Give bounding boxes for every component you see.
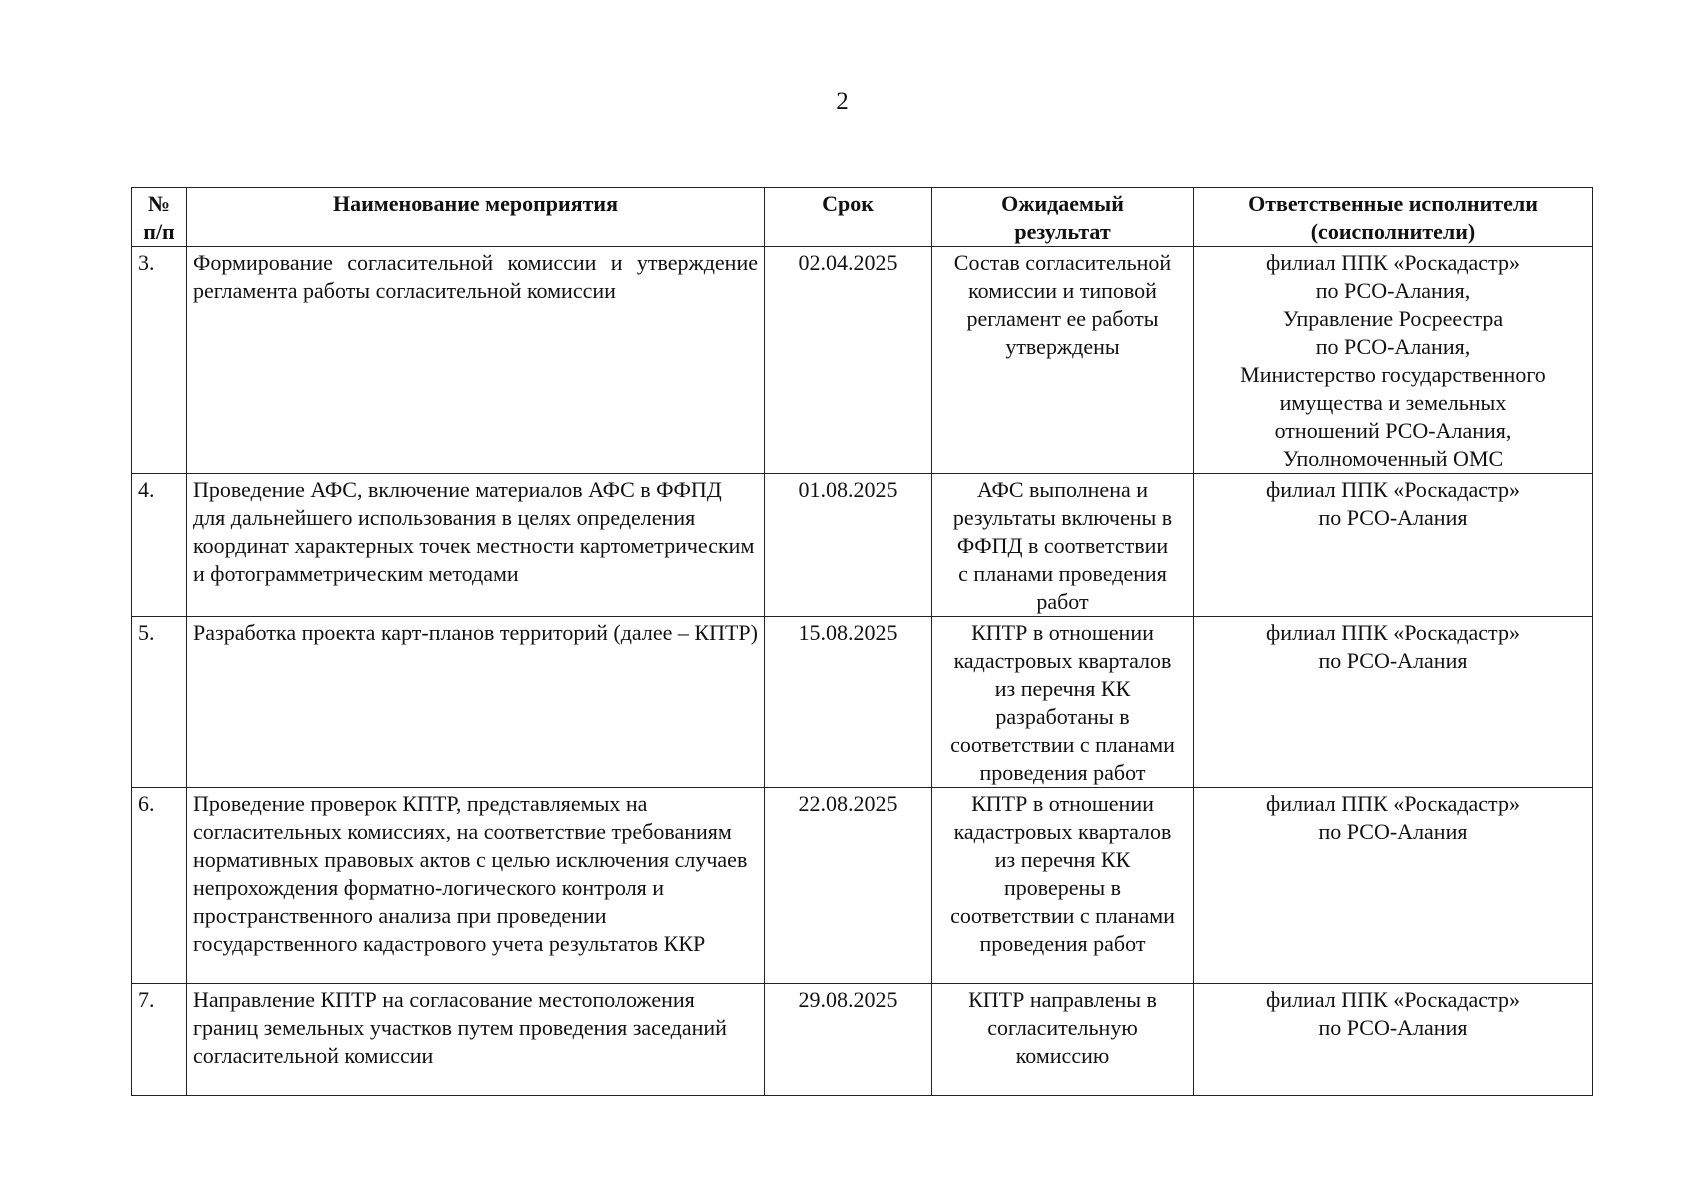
result-line: КПТР в отношении [971, 620, 1154, 645]
result-line: КПТР направлены в [968, 987, 1157, 1012]
result-line: АФС выполнена и [976, 477, 1149, 502]
row-number: 3. [132, 247, 187, 474]
executor-line: имущества и земельных [1279, 390, 1507, 415]
page-number: 2 [836, 88, 849, 115]
result-line: с планами проведения [958, 561, 1167, 586]
executor-line: филиал ППК «Роскадастр» [1266, 250, 1520, 275]
executors [1194, 247, 1593, 474]
activity-name: Разработка проекта карт-планов территорий (далее – КПТР) [187, 617, 765, 788]
result-line: из перечня КК [994, 847, 1131, 872]
executor-line: филиал ППК «Роскадастр» [1266, 620, 1520, 645]
activity-name: Направление КПТР на согласование местоположения границ земельных участков путем проведения заседаний согласительной комиссии [187, 984, 765, 1096]
table-row [132, 984, 1593, 1096]
result-line: согласительную [987, 1015, 1138, 1040]
result-line: КПТР в отношении [971, 791, 1154, 816]
activity-date: 01.08.2025 [765, 474, 932, 617]
header-result-line: результат [1014, 219, 1111, 244]
activity-name: Проведение АФС, включение материалов АФС в ФФПД для дальнейшего использования в целях определения координат характерных точек местности картометрическим и фотограмметрическим методами [187, 474, 765, 617]
executor-line: филиал ППК «Роскадастр» [1266, 987, 1520, 1012]
result-line: соответствии с планами [950, 903, 1175, 928]
executor-line: Управление Росреестра [1282, 306, 1504, 331]
header-result [932, 188, 1194, 247]
header-name: Наименование мероприятия [187, 188, 765, 247]
result-line: работ [1036, 589, 1089, 614]
executors [1194, 474, 1593, 617]
activity-name: Проведение проверок КПТР, представляемых на согласительных комиссиях, на соответствие требованиям нормативных правовых актов с целью исключения случаев непрохождения форматно-логического контроля и пространственного анализа при проведении государственного кадастрового учета результатов ККР [187, 788, 765, 984]
expected-result [932, 788, 1194, 984]
executors [1194, 788, 1593, 984]
expected-result [932, 247, 1194, 474]
table-row [132, 788, 1593, 984]
result-line: результаты включены в [952, 505, 1173, 530]
header-executors-line: Ответственные исполнители [1248, 191, 1538, 216]
header-num-line: № [147, 191, 171, 216]
header-date: Срок [765, 188, 932, 247]
result-line: проведения работ [979, 760, 1146, 785]
executor-line: Уполномоченный ОМС [1282, 446, 1504, 471]
header-executors [1194, 188, 1593, 247]
expected-result [932, 474, 1194, 617]
activity-name: Формирование согласительной комиссии и утверждение регламента работы согласительной комиссии [187, 247, 765, 474]
executor-line: филиал ППК «Роскадастр» [1266, 791, 1520, 816]
result-line: кадастровых кварталов [953, 819, 1172, 844]
activity-date: 15.08.2025 [765, 617, 932, 788]
executor-line: филиал ППК «Роскадастр» [1266, 477, 1520, 502]
header-executors-line: (соисполнители) [1310, 219, 1476, 244]
executors [1194, 984, 1593, 1096]
result-line: регламент ее работы [966, 306, 1159, 331]
table-row [132, 474, 1593, 617]
executor-line: по РСО-Алания [1318, 1015, 1468, 1040]
row-number: 5. [132, 617, 187, 788]
header-num-line: п/п [143, 219, 175, 244]
executors [1194, 617, 1593, 788]
header-result-line: Ожидаемый [1001, 191, 1124, 216]
executor-line: отношений РСО-Алания, [1274, 418, 1512, 443]
result-line: комиссии и типовой [968, 278, 1157, 303]
result-line: соответствии с планами [950, 732, 1175, 757]
activity-date: 22.08.2025 [765, 788, 932, 984]
table-row [132, 617, 1593, 788]
executor-line: по РСО-Алания [1318, 819, 1468, 844]
executor-line: по РСО-Алания [1318, 648, 1468, 673]
table-row [132, 247, 1593, 474]
result-line: проверены в [1003, 875, 1121, 900]
activity-date: 29.08.2025 [765, 984, 932, 1096]
result-line: Состав согласительной [953, 250, 1172, 275]
executor-line: по РСО-Алания, [1315, 334, 1471, 359]
expected-result [932, 984, 1194, 1096]
result-line: комиссию [1015, 1043, 1110, 1068]
executor-line: по РСО-Алания, [1315, 278, 1471, 303]
row-number: 6. [132, 788, 187, 984]
result-line: ФФПД в соответствии [956, 533, 1169, 558]
activity-date: 02.04.2025 [765, 247, 932, 474]
header-num [132, 188, 187, 247]
executor-line: по РСО-Алания [1318, 505, 1468, 530]
result-line: кадастровых кварталов [953, 648, 1172, 673]
result-line: из перечня КК [994, 676, 1131, 701]
executor-line: Министерство государственного [1240, 362, 1546, 387]
row-number: 7. [132, 984, 187, 1096]
activity-table [131, 187, 1593, 1096]
result-line: проведения работ [979, 931, 1146, 956]
result-line: утверждены [1005, 334, 1120, 359]
table-header-row [132, 188, 1593, 247]
row-number: 4. [132, 474, 187, 617]
expected-result [932, 617, 1194, 788]
result-line: разработаны в [995, 704, 1130, 729]
